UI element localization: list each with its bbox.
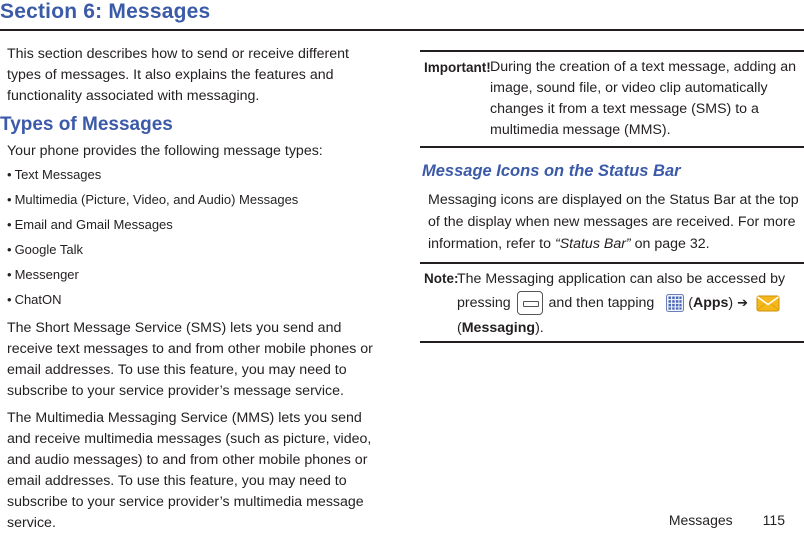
page-footer xyxy=(669,512,785,528)
list-item: • Text Messages xyxy=(7,162,385,187)
note-text xyxy=(457,267,802,340)
messaging-label: Messaging xyxy=(461,320,536,336)
status-text-after: on page 32. xyxy=(630,236,710,252)
apps-grid-icon xyxy=(666,294,684,312)
footer-chapter: Messages xyxy=(668,512,733,528)
list-item: • Email and Gmail Messages xyxy=(7,212,385,237)
status-text-before: Messaging icons are displayed on the Status Bar at the top of the display when new messages are received. For more information, refer to xyxy=(428,192,799,252)
intro-paragraph: This section describes how to send or receive different types of messages. It also explains the features and functionality associated with messaging. xyxy=(7,46,349,104)
menu-key-icon xyxy=(517,291,543,315)
list-item: • ChatON xyxy=(7,287,385,312)
types-intro: Your phone provides the following message types: xyxy=(7,143,323,159)
status-bar-link[interactable]: “Status Bar” xyxy=(554,236,631,252)
note-callout xyxy=(424,267,802,340)
important-bottom-rule xyxy=(420,146,804,148)
list-item: • Messenger xyxy=(7,262,385,287)
messaging-open-paren: ( xyxy=(457,320,462,336)
important-label: Important! xyxy=(424,60,491,75)
important-callout xyxy=(424,57,802,141)
apps-close-paren: ) xyxy=(728,295,734,311)
sms-paragraph: The Short Message Service (SMS) lets you send and receive text messages to and from other mobile phones or email addresses. To use this feature, you may need to subscribe to your service provider’s message service. xyxy=(7,320,373,399)
arrow-icon: ➔ xyxy=(737,296,749,311)
important-top-rule xyxy=(420,50,804,52)
list-item: • Multimedia (Picture, Video, and Audio) Messages xyxy=(7,187,385,212)
left-column xyxy=(0,44,385,540)
messaging-close-paren: ). xyxy=(535,320,544,336)
section-title: Section 6: Messages xyxy=(0,0,211,23)
message-types-list xyxy=(7,162,385,312)
note-part2: and then tapping xyxy=(548,295,655,311)
apps-label: Apps xyxy=(692,295,729,311)
types-heading: Types of Messages xyxy=(0,114,173,135)
mms-paragraph: The Multimedia Messaging Service (MMS) lets you send and receive multimedia messages (such as picture, video, and audio messages) to and from other mobile phones or email addresses. To use this feature, you may need to subscribe to your service provider’s multimedia message service. xyxy=(7,410,372,531)
envelope-icon xyxy=(756,293,780,313)
section-title-rule xyxy=(0,29,804,31)
note-bottom-rule xyxy=(420,341,804,343)
status-bar-heading: Message Icons on the Status Bar xyxy=(422,162,681,180)
status-bar-paragraph xyxy=(428,189,804,255)
important-text: During the creation of a text message, adding an image, sound file, or video clip automatically changes it from a text message (SMS) to a multimedia message (MMS). xyxy=(490,59,797,138)
page-number: 115 xyxy=(762,512,785,528)
note-part1: The Messaging application can also be accessed by pressing xyxy=(457,271,786,311)
list-item: • Google Talk xyxy=(7,237,385,262)
note-top-rule xyxy=(420,262,804,264)
apps-open-paren: ( xyxy=(688,295,693,311)
note-label: Note: xyxy=(424,271,459,286)
